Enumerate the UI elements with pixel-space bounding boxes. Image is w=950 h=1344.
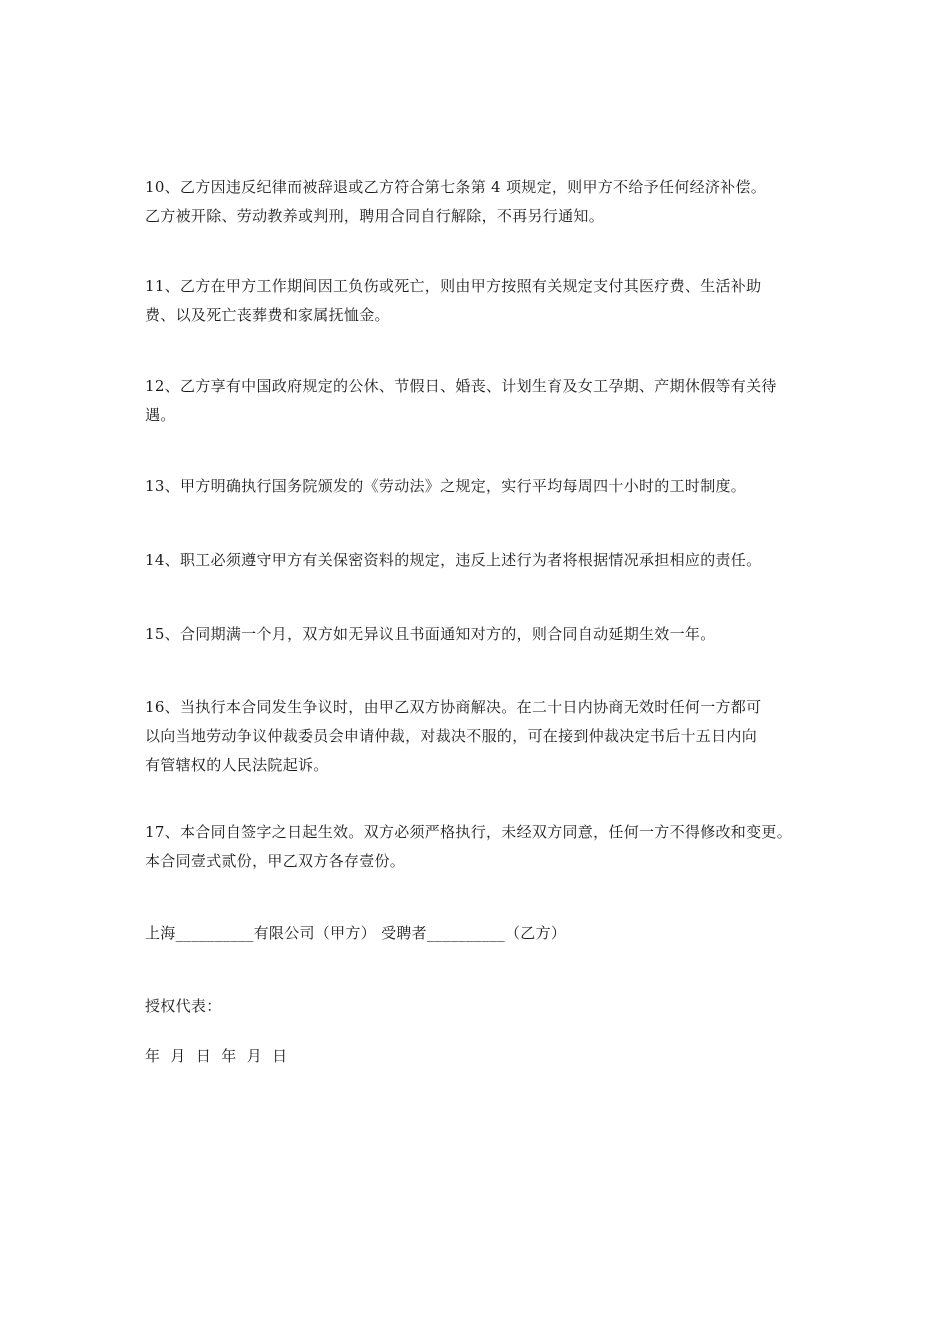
clause-11 <box>145 272 835 330</box>
clause-line: 以向当地劳动争议仲裁委员会申请仲裁，对裁决不服的，可在接到仲裁决定书后十五日内向 <box>145 727 758 745</box>
signature-parties: 上海__________有限公司（甲方） 受聘者__________（乙方） <box>145 924 567 942</box>
clause-line: 15、合同期满一个月，双方如无异议且书面通知对方的，则合同自动延期生效一年。 <box>145 625 716 643</box>
clause-line: 有管辖权的人民法院起诉。 <box>145 756 329 774</box>
clause-13 <box>145 472 835 501</box>
clause-line: 17、本合同自签字之日起生效。双方必须严格执行，未经双方同意，任何一方不得修改和变更。 <box>145 823 792 841</box>
clause-line: 11、乙方在甲方工作期间因工负伤或死亡，则由甲方按照有关规定支付其医疗费、生活补助 <box>145 277 762 295</box>
authorized-representative: 授权代表： <box>145 997 222 1015</box>
clause-line: 遇。 <box>145 406 176 424</box>
clause-12 <box>145 372 835 430</box>
clause-line: 13、甲方明确执行国务院颁发的《劳动法》之规定，实行平均每周四十小时的工时制度。 <box>145 477 747 495</box>
clause-14 <box>145 546 835 575</box>
signature-dates: 年 月 日 年 月 日 <box>145 1047 288 1065</box>
clause-line: 本合同壹式贰份，甲乙双方各存壹份。 <box>145 852 406 870</box>
clause-line: 10、乙方因违反纪律而被辞退或乙方符合第七条第 4 项规定，则甲方不给予任何经济补偿。 <box>145 178 767 196</box>
clause-line: 乙方被开除、劳动教养或判刑，聘用合同自行解除，不再另行通知。 <box>145 207 605 225</box>
clause-line: 费、以及死亡丧葬费和家属抚恤金。 <box>145 306 390 324</box>
clause-line: 12、乙方享有中国政府规定的公休、节假日、婚丧、计划生育及女工孕期、产期休假等有关待 <box>145 377 777 395</box>
clause-17 <box>145 818 835 876</box>
clause-16 <box>145 693 835 780</box>
clause-line: 14、职工必须遵守甲方有关保密资料的规定，违反上述行为者将根据情况承担相应的责任。 <box>145 551 762 569</box>
clause-line: 16、当执行本合同发生争议时，由甲乙双方协商解决。在二十日内协商无效时任何一方都可 <box>145 698 762 716</box>
clause-15 <box>145 620 835 649</box>
clause-10 <box>145 173 835 231</box>
